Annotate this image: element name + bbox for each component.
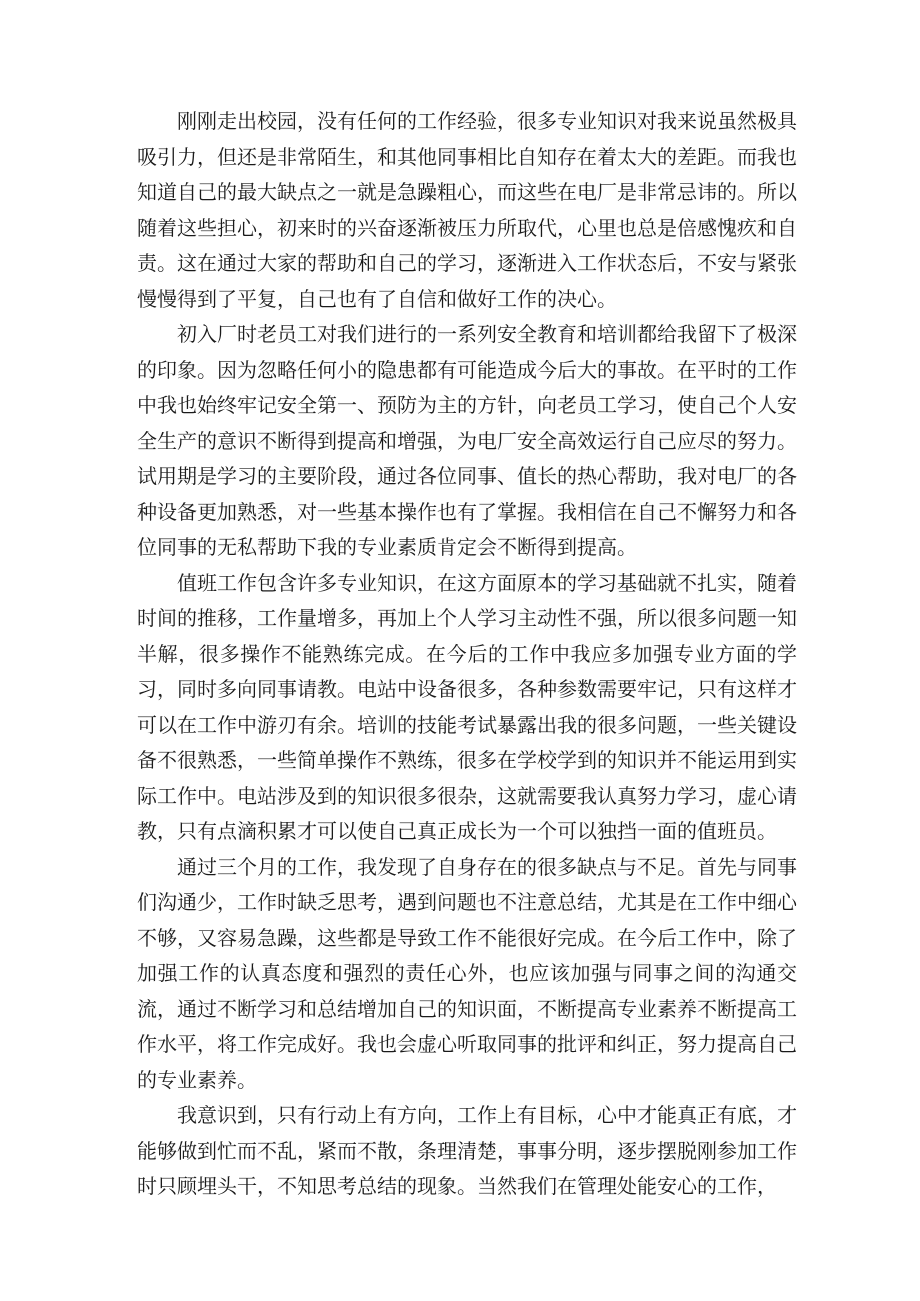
paragraph-2: 初入厂时老员工对我们进行的一系列安全教育和培训都给我留下了极深的印象。因为忽略任何小的隐患都有可能造成今后大的事故。在平时的工作中我也始终牢记安全第一、预防为主的方针，向老员工学习，使自己个人安全生产的意识不断得到提高和增强，为电厂安全高效运行自己应尽的努力。试用期是学习的主要阶段，通过各位同事、值长的热心帮助，我对电厂的各种设备更加熟悉，对一些基本操作也有了掌握。我相信在自己不懈努力和各位同事的无私帮助下我的专业素质肯定会不断得到提高。 [137, 322, 797, 559]
paragraph-3: 值班工作包含许多专业知识，在这方面原本的学习基础就不扎实，随着时间的推移，工作量增多，再加上个人学习主动性不强，所以很多问题一知半解，很多操作不能熟练完成。在今后的工作中我应多加强专业方面的学习，同时多向同事请教。电站中设备很多，各种参数需要牢记，只有这样才可以在工作中游刃有余。培训的技能考试暴露出我的很多问题，一些关键设备不很熟悉，一些简单操作不熟练，很多在学校学到的知识并不能运用到实际工作中。电站涉及到的知识很多很杂，这就需要我认真努力学习，虚心请教，只有点滴积累才可以使自己真正成长为一个可以独挡一面的值班员。 [137, 570, 797, 843]
paragraph-4: 通过三个月的工作，我发现了自身存在的很多缺点与不足。首先与同事们沟通少，工作时缺乏思考，遇到问题也不注意总结，尤其是在工作中细心不够，又容易急躁，这些都是导致工作不能很好完成。在今后工作中，除了加强工作的认真态度和强烈的责任心外，也应该加强与同事之间的沟通交流，通过不断学习和总结增加自己的知识面，不断提高专业素养不断提高工作水平，将工作完成好。我也会虚心听取同事的批评和纠正，努力提高自己的专业素养。 [137, 854, 797, 1092]
paragraph-5: 我意识到，只有行动上有方向，工作上有目标，心中才能真正有底，才能够做到忙而不乱，紧而不散，条理清楚，事事分明，逐步摆脱刚参加工作时只顾埋头干，不知思考总结的现象。当然我们在管理处能安心的工作， [137, 1103, 797, 1198]
paragraph-1: 刚刚走出校园，没有任何的工作经验，很多专业知识对我来说虽然极具吸引力，但还是非常陌生，和其他同事相比自知存在着太大的差距。而我也知道自己的最大缺点之一就是急躁粗心，而这些在电厂是非常忌讳的。所以随着这些担心，初来时的兴奋逐渐被压力所取代，心里也总是倍感愧疚和自责。这在通过大家的帮助和自己的学习，逐渐进入工作状态后，不安与紧张慢慢得到了平复，自己也有了自信和做好工作的决心。 [137, 109, 797, 311]
document-body [137, 104, 797, 1205]
